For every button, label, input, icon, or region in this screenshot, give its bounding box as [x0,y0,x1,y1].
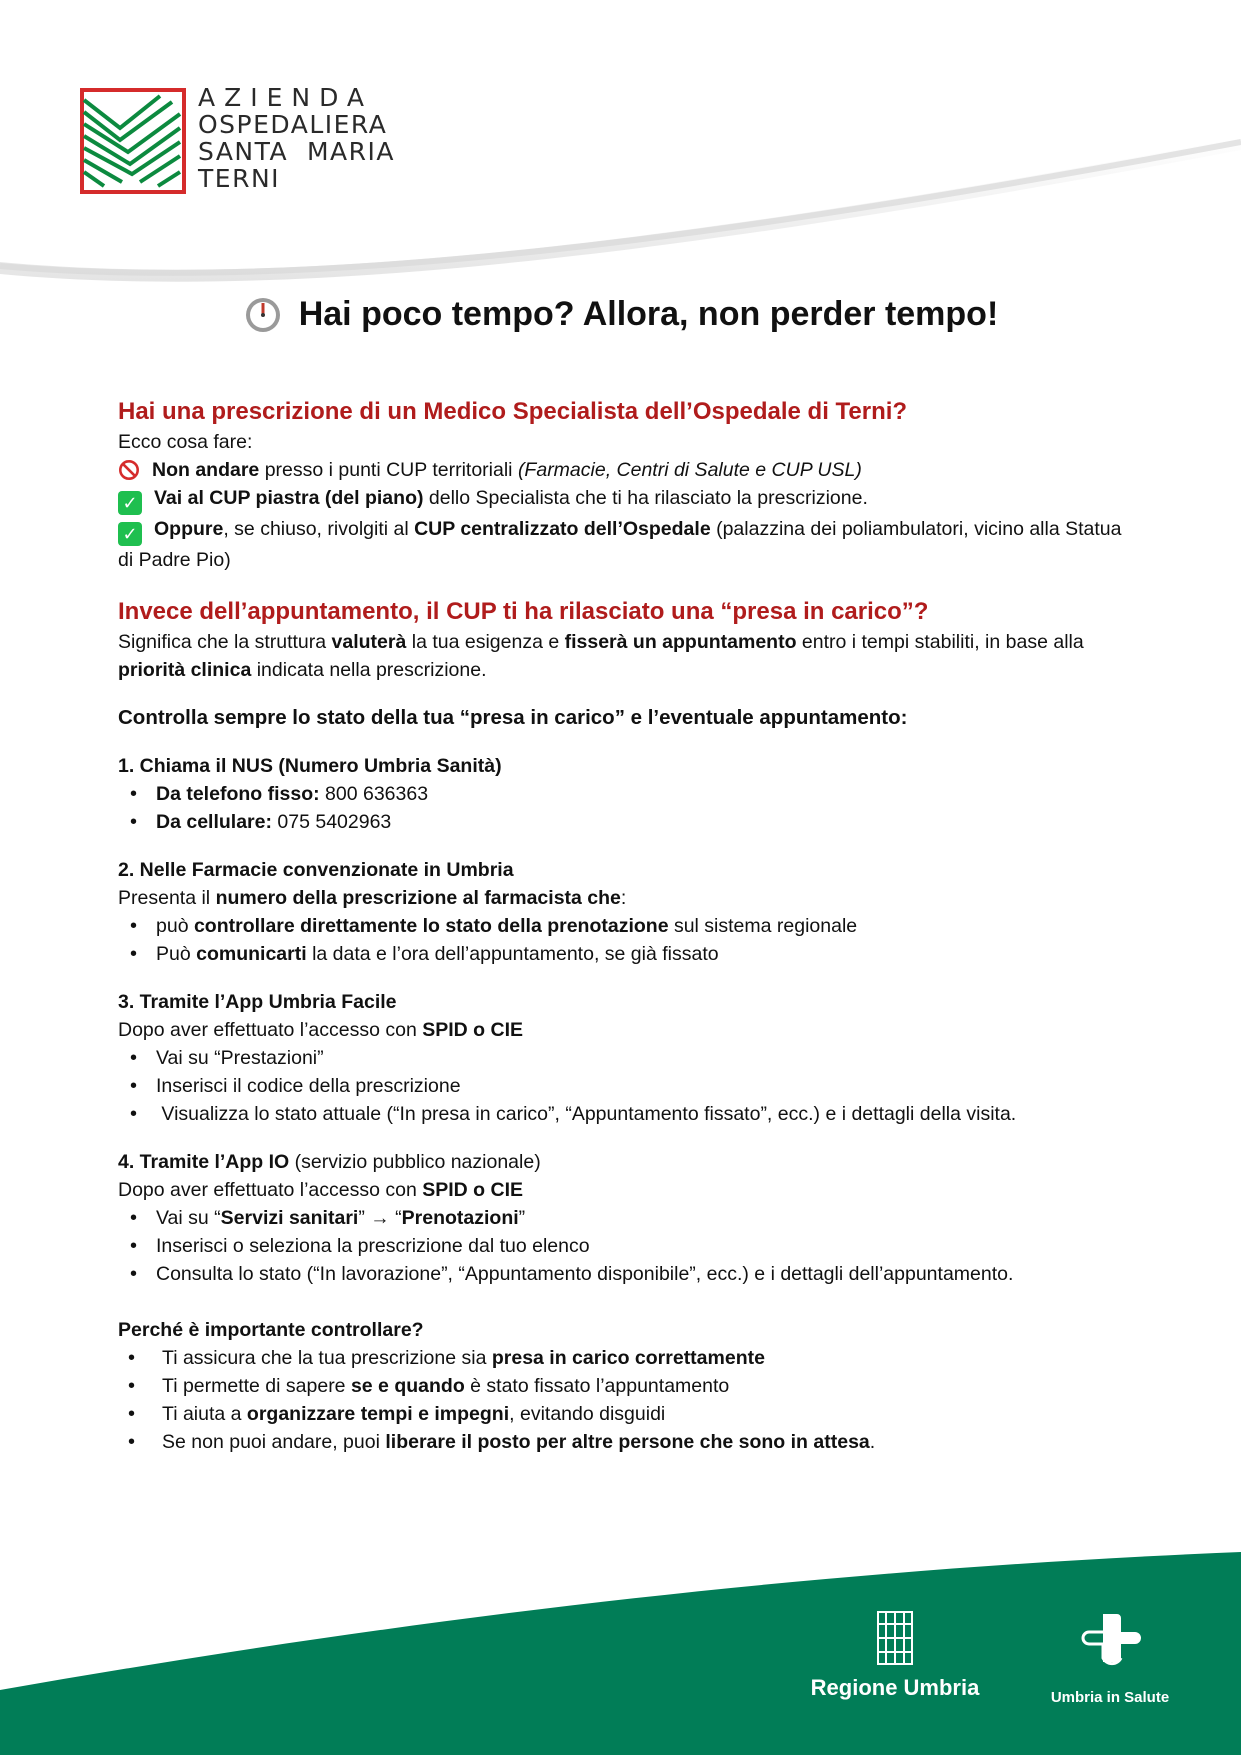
list-item [118,1372,1128,1400]
text: ” [518,1207,526,1229]
list-item [118,912,1128,940]
emphasis: controllare direttamente lo stato della prenotazione [193,915,669,937]
page-title: Hai poco tempo? Allora, non perder tempo! [298,294,999,333]
emphasis: Non andare [152,459,260,481]
text: , se chiuso, rivolgiti al [223,518,415,540]
text: . [869,1431,876,1453]
emphasis: 4. Tramite l’App IO [118,1151,290,1173]
emphasis: Servizi sanitari [220,1207,359,1229]
azienda-logo-icon [80,88,186,194]
text: , evitando disguidi [509,1403,666,1425]
text: Ti permette di sapere [162,1375,351,1397]
instruction-go-cup-floor [118,484,1128,515]
text: indicata nella prescrizione. [251,659,487,681]
list-item: • Visualizza lo stato attuale (“In presa in carico”, “Appuntamento fissato”, ecc.) e i dettagli della visita. [118,1100,1128,1128]
azienda-logo-text [198,84,395,192]
emphasis: Prenotazioni [401,1207,519,1229]
check-status-heading: Controlla sempre lo stato della tua “presa in carico” e l’eventuale appuntamento: [118,706,908,729]
text: la data e l’ora dell’appuntamento, se già fissato [306,943,719,965]
text: può [156,915,194,937]
emphasis: fisserà un appuntamento [564,631,797,653]
list-item: • Inserisci il codice della prescrizione [118,1072,1128,1100]
instruction-do-not-go [118,456,1128,484]
list-item: • Inserisci o seleziona la prescrizione dal tuo elenco [118,1232,1128,1260]
phone-number: 075 5402963 [271,811,392,833]
why-heading: Perché è importante controllare? [118,1319,424,1341]
header-swoosh [0,0,1241,300]
list-item [118,1400,1128,1428]
emphasis: SPID o CIE [422,1019,524,1041]
emphasis: Oppure [154,518,224,540]
pharmacies-heading: 2. Nelle Farmacie convenzionate in Umbria [118,859,514,881]
umbria-app-access [118,1016,1128,1044]
text: Se non puoi andare, puoi [162,1431,386,1453]
emphasis: valuterà [331,631,407,653]
logo-line: AZIENDA [198,83,374,112]
prohibited-icon [118,459,140,481]
emphasis: presa in carico correttamente [491,1347,765,1369]
text: Significa che la struttura [118,631,332,653]
emphasis: CUP centralizzato dell’Ospedale [414,518,711,540]
emphasis: Vai al CUP piastra (del piano) [154,487,424,509]
text: Può [156,943,197,965]
section-heading-prescription: Hai una prescrizione di un Medico Specialista dell’Ospedale di Terni? [118,398,908,425]
text: Dopo aver effettuato l’accesso con [118,1019,423,1041]
io-app-access [118,1176,1128,1204]
logo-line: TERNI [198,164,281,193]
logo-line: OSPEDALIERA [198,110,388,139]
emphasis: comunicarti [196,943,307,965]
text: (palazzina dei poliambulatori, vicino alla Statua di Padre Pio) [118,518,1122,571]
regione-umbria-logo [810,1610,980,1701]
check-icon: ✓ [118,491,142,515]
page-title-row [0,294,1241,339]
emphasis: Da cellulare: [156,811,272,833]
text: Ti assicura che la tua prescrizione sia [162,1347,492,1369]
nus-contacts-list [118,780,1128,836]
emphasis: Da telefono fisso: [156,783,320,805]
io-app-heading [118,1148,1128,1176]
text: Vai su “ [156,1207,221,1229]
list-item: • Vai su “Prestazioni” [118,1044,1128,1072]
emphasis: liberare il posto per altre persone che sono in attesa [385,1431,870,1453]
text: ” → “ [358,1207,402,1229]
pharmacies-intro [118,884,1128,912]
instruction-alternative-cup [118,515,1128,574]
list-item [118,808,1128,836]
list-item [118,1428,1128,1456]
text: entro i tempi stabiliti, in base alla [796,631,1084,653]
stopwatch-icon [243,294,283,334]
health-cross-icon [1077,1610,1143,1676]
emphasis: se e quando [350,1375,465,1397]
nus-heading: 1. Chiama il NUS (Numero Umbria Sanità) [118,755,502,777]
list-item [118,1344,1128,1372]
emphasis: organizzare tempi e impegni [246,1403,510,1425]
list-item: • Consulta lo stato (“In lavorazione”, “Appuntamento disponibile”, ecc.) e i dettagli dell’appuntamento. [118,1260,1128,1288]
section-heading-presa-in-carico: Invece dell’appuntamento, il CUP ti ha rilasciato una “presa in carico”? [118,598,929,625]
text: dello Specialista che ti ha rilasciato la prescrizione. [423,487,868,509]
text: Dopo aver effettuato l’accesso con [118,1179,423,1201]
text: : [620,887,627,909]
text: sul sistema regionale [668,915,858,937]
umbria-in-salute-label: Umbria in Salute [1050,1689,1170,1706]
check-icon: ✓ [118,522,142,546]
list-item [118,940,1128,968]
main-content [118,396,1128,1456]
list-item [118,1204,1128,1232]
text: Ti aiuta a [162,1403,247,1425]
umbria-app-list [118,1044,1128,1128]
text: la tua esigenza e [406,631,565,653]
umbria-in-salute-logo [1040,1610,1180,1706]
intro-text: Ecco cosa fare: [118,431,253,453]
list-item [118,780,1128,808]
umbria-app-heading: 3. Tramite l’App Umbria Facile [118,991,397,1013]
regione-umbria-label: Regione Umbria [810,1675,980,1700]
io-app-list [118,1204,1128,1288]
emphasis: priorità clinica [118,659,252,681]
regione-umbria-emblem-icon [875,1610,915,1666]
emphasis: SPID o CIE [422,1179,524,1201]
why-list [118,1344,1128,1456]
text: Presenta il [118,887,216,909]
emphasis: numero della prescrizione al farmacista che [215,887,621,909]
phone-number: 800 636363 [319,783,429,805]
pharmacies-list [118,912,1128,968]
logo-line: SANTA MARIA [198,137,395,166]
italic-text: (Farmacie, Centri di Salute e CUP USL) [517,459,862,481]
text: presso i punti CUP territoriali [259,459,518,481]
text: (servizio pubblico nazionale) [289,1151,541,1173]
presa-in-carico-explanation [118,628,1128,684]
text: è stato fissato l’appuntamento [464,1375,730,1397]
